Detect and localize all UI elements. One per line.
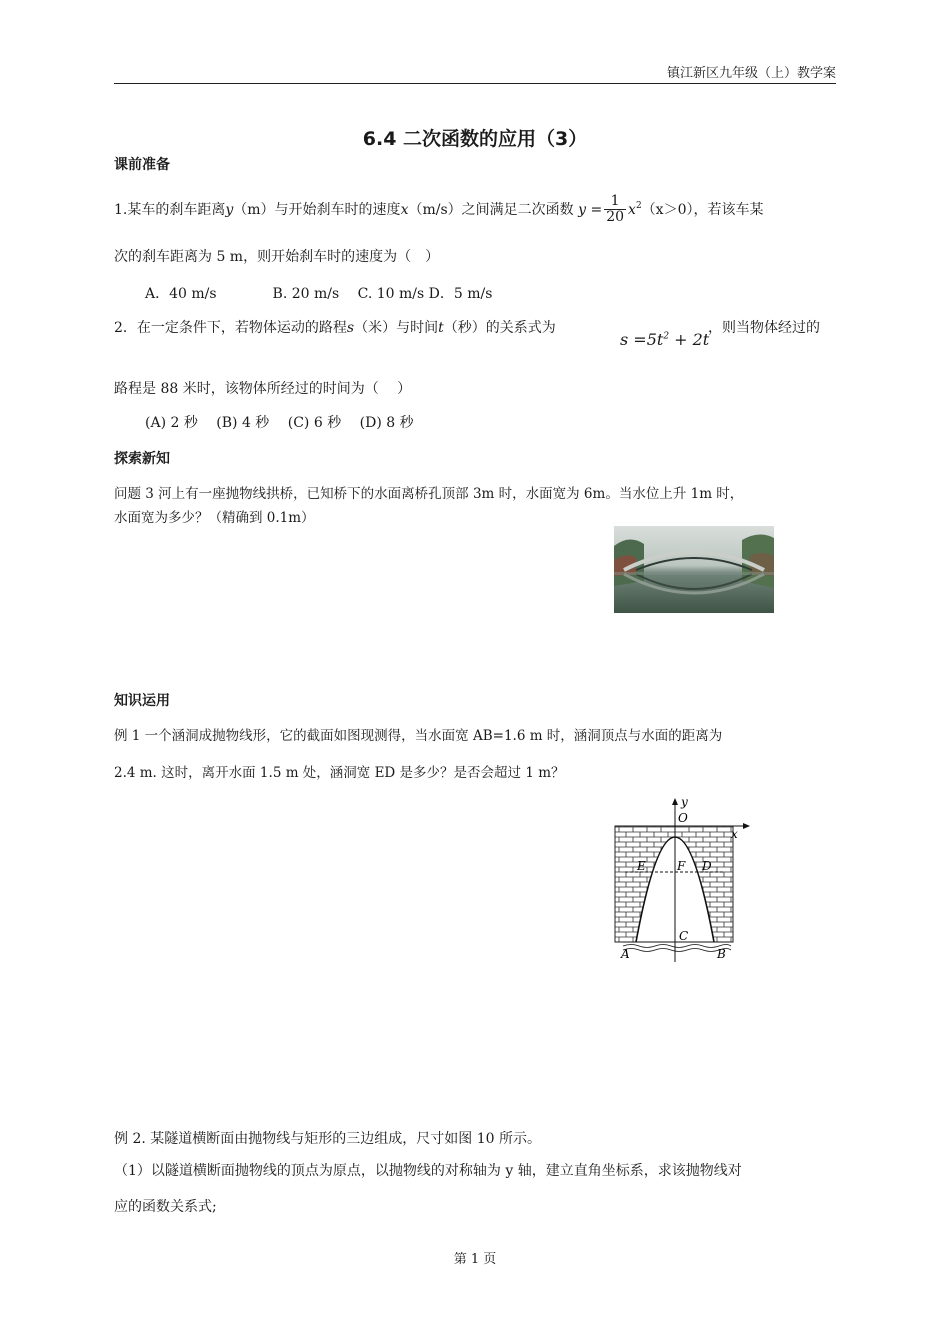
- question-2-line-1: 2．在一定条件下，若物体运动的路程s（米）与时间t（秒）的关系式为: [114, 320, 556, 336]
- question-2-tail: ，则当物体经过的: [708, 320, 820, 336]
- label-E: E: [637, 859, 646, 873]
- question-1-options: A．40 m/s B. 20 m/s C. 10 m/s D．5 m/s: [145, 286, 493, 302]
- label-C: C: [679, 929, 689, 943]
- question-1-line-2: 次的刹车距离为 5 m，则开始刹车时的速度为（ ）: [114, 249, 440, 265]
- arch-bridge-photo: [614, 526, 774, 613]
- section-heading-application: 知识运用: [114, 693, 170, 709]
- question-2-formula: $s =5t^2 + 2t$: [620, 330, 710, 349]
- section-heading-preparation: 课前准备: [114, 157, 170, 173]
- example-2-line-1: 例 2. 某隧道横断面由抛物线与矩形的三边组成，尺寸如图 10 所示。: [114, 1131, 541, 1147]
- page-number: 第 1 页: [453, 1252, 497, 1267]
- fraction: $\frac{1}{20}$: [606, 193, 625, 226]
- page-title: 6.4 二次函数的应用（3）: [362, 128, 588, 150]
- page-header: 镇江新区九年级（上）教学案: [666, 66, 836, 81]
- label-y: y: [681, 795, 688, 809]
- problem-3-line-1: 问题 3 河上有一座抛物线拱桥，已知桥下的水面离桥孔顶部 3m 时，水面宽为 6m。当水位上升 1m 时，: [114, 486, 744, 502]
- example-1-line-1: 例 1 一个涵洞成抛物线形，它的截面如图现测得，当水面宽 AB=1.6 m 时，涵洞顶点与水面的距离为: [114, 728, 723, 744]
- section-heading-explore: 探索新知: [114, 451, 170, 467]
- question-1-line-1: 1.某车的刹车距离y（m）与开始刹车时的速度x（m/s）之间满足二次函数 y = $\frac{1}{20}$ $x^2(x>0)$，若该车某: [114, 193, 764, 226]
- culvert-parabola-figure: [605, 792, 755, 964]
- header-rule: [114, 83, 836, 84]
- label-B: B: [717, 947, 726, 961]
- label-x: x: [731, 827, 738, 841]
- label-F: F: [677, 859, 686, 873]
- label-O: O: [678, 811, 688, 825]
- question-2-line-2: 路程是 88 米时，该物体所经过的时间为（ ）: [114, 381, 412, 397]
- example-1-line-2: 2.4 m. 这时，离开水面 1.5 m 处，涵洞宽 ED 是多少？是否会超过 1 m？: [114, 765, 565, 781]
- question-2-options: (A) 2 秒 (B) 4 秒 (C) 6 秒 (D) 8 秒: [145, 415, 414, 431]
- label-A: A: [621, 947, 630, 961]
- problem-3-line-2: 水面宽为多少？（精确到 0.1m）: [114, 510, 315, 526]
- example-2-line-3: 应的函数关系式;: [114, 1199, 217, 1215]
- example-2-line-2: （1）以隧道横断面抛物线的顶点为原点，以抛物线的对称轴为 y 轴，建立直角坐标系，求该抛物线对: [114, 1163, 742, 1179]
- formula-lhs: y =: [578, 201, 603, 218]
- label-D: D: [702, 859, 712, 873]
